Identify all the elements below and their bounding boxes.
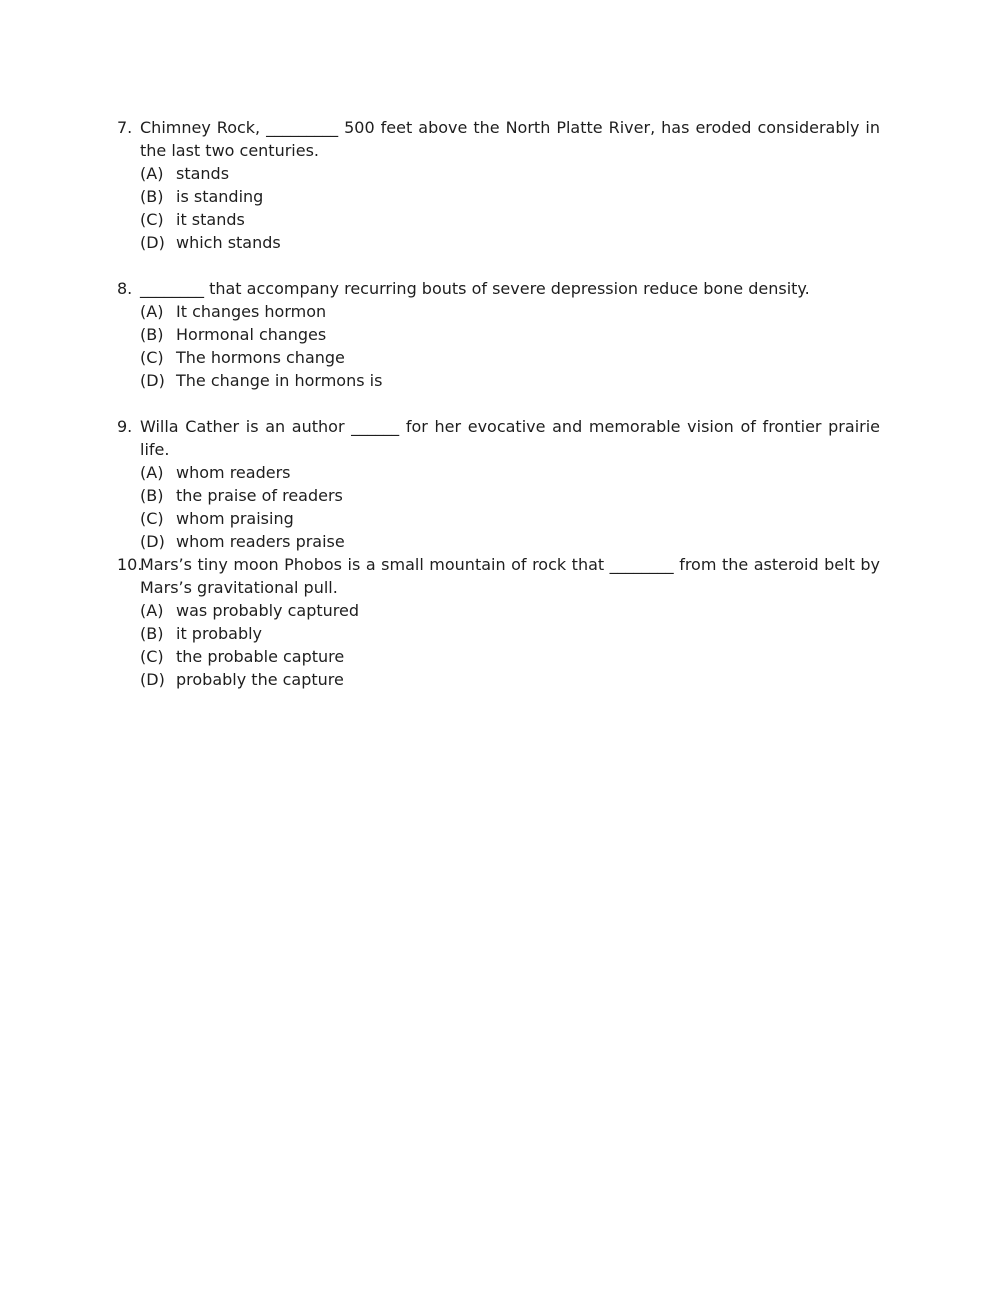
option-c[interactable] xyxy=(140,645,880,668)
option-letter: (D) xyxy=(140,532,165,551)
option-text: The hormons change xyxy=(176,348,345,367)
option-text: the praise of readers xyxy=(176,486,343,505)
option-letter: (C) xyxy=(140,210,164,229)
option-letter: (D) xyxy=(140,233,165,252)
option-letter: (A) xyxy=(140,164,164,183)
option-text: whom readers xyxy=(176,463,291,482)
question-number: 7. xyxy=(117,118,133,137)
option-d[interactable] xyxy=(140,668,880,691)
option-letter: (B) xyxy=(140,325,164,344)
option-a[interactable] xyxy=(140,599,880,622)
option-text: it probably xyxy=(176,624,263,643)
question-8 xyxy=(117,277,880,392)
question-text: Willa Cather is an author ______ for her evocative and memorable vision of frontier prairie life. xyxy=(140,417,880,459)
option-letter: (A) xyxy=(140,463,164,482)
option-a[interactable] xyxy=(140,461,880,484)
question-10 xyxy=(117,553,880,691)
question-9 xyxy=(117,415,880,553)
option-text: The change in hormons is xyxy=(176,371,383,390)
option-text: probably the capture xyxy=(176,670,344,689)
answer-options xyxy=(117,461,880,553)
option-a[interactable] xyxy=(140,300,880,323)
option-text: Hormonal changes xyxy=(176,325,327,344)
question-number: 10. xyxy=(117,555,143,574)
option-letter: (A) xyxy=(140,601,164,620)
option-letter: (B) xyxy=(140,486,164,505)
answer-options xyxy=(117,162,880,254)
option-letter: (B) xyxy=(140,624,164,643)
question-number: 8. xyxy=(117,279,133,298)
question-text: Chimney Rock, _________ 500 feet above the North Platte River, has eroded considerably in the last two centuries. xyxy=(140,118,880,160)
option-text: whom readers praise xyxy=(176,532,345,551)
option-letter: (D) xyxy=(140,371,165,390)
option-c[interactable] xyxy=(140,208,880,231)
option-d[interactable] xyxy=(140,369,880,392)
option-text: It changes hormon xyxy=(176,302,327,321)
option-a[interactable] xyxy=(140,162,880,185)
option-text: the probable capture xyxy=(176,647,345,666)
option-text: it stands xyxy=(176,210,245,229)
option-d[interactable] xyxy=(140,231,880,254)
option-text: was probably captured xyxy=(176,601,359,620)
question-stem xyxy=(117,116,880,162)
answer-options xyxy=(117,599,880,691)
option-b[interactable] xyxy=(140,323,880,346)
option-letter: (C) xyxy=(140,348,164,367)
option-b[interactable] xyxy=(140,484,880,507)
option-letter: (C) xyxy=(140,647,164,666)
option-b[interactable] xyxy=(140,622,880,645)
question-text: Mars’s tiny moon Phobos is a small mountain of rock that ________ from the asteroid belt by Mars’s gravitational pull. xyxy=(140,555,880,597)
option-text: whom praising xyxy=(176,509,294,528)
answer-options xyxy=(117,300,880,392)
option-text: is standing xyxy=(176,187,264,206)
option-b[interactable] xyxy=(140,185,880,208)
option-c[interactable] xyxy=(140,346,880,369)
option-letter: (A) xyxy=(140,302,164,321)
question-text: ________ that accompany recurring bouts of severe depression reduce bone density. xyxy=(140,279,810,298)
question-stem xyxy=(117,277,880,300)
question-number: 9. xyxy=(117,417,133,436)
question-7 xyxy=(117,116,880,254)
option-c[interactable] xyxy=(140,507,880,530)
question-stem xyxy=(117,553,880,599)
option-letter: (D) xyxy=(140,670,165,689)
option-text: which stands xyxy=(176,233,281,252)
option-d[interactable] xyxy=(140,530,880,553)
option-text: stands xyxy=(176,164,230,183)
option-letter: (C) xyxy=(140,509,164,528)
option-letter: (B) xyxy=(140,187,164,206)
question-stem xyxy=(117,415,880,461)
